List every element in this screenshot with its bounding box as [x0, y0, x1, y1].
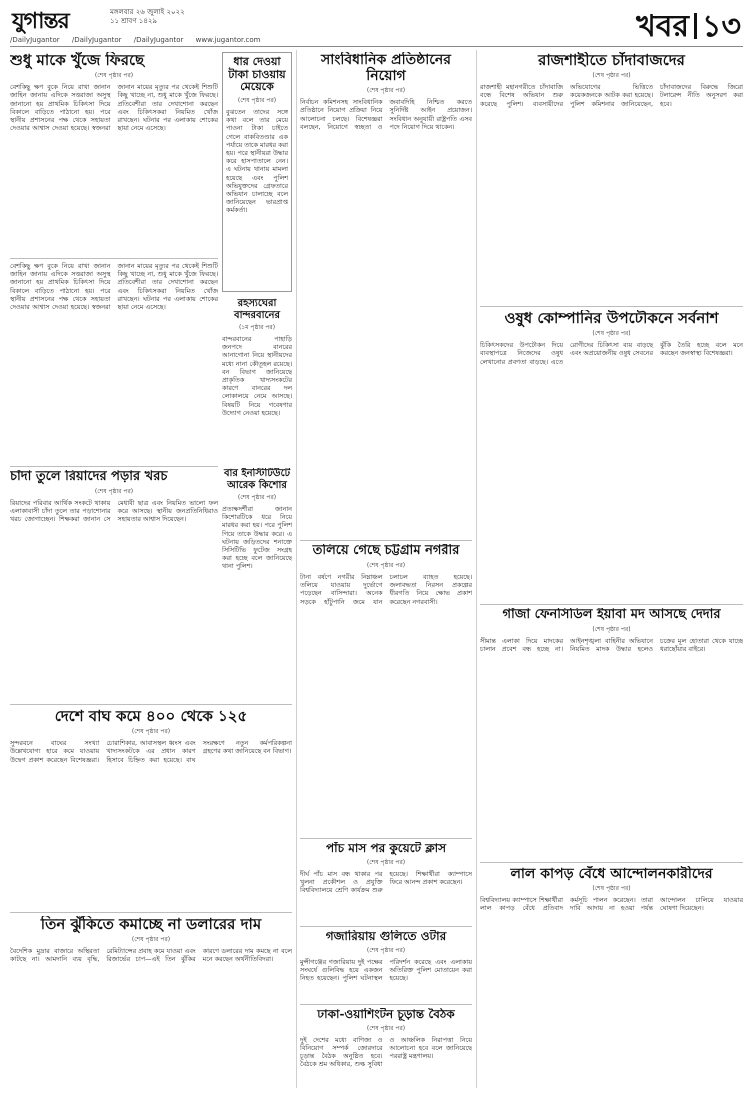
article-mother: [10, 52, 218, 252]
section-name: খবর: [636, 9, 690, 44]
headline: শুধু মাকে খুঁজে ফিরছে: [10, 52, 145, 69]
date-gregorian: মঙ্গলবার ২৬ জুলাই ২০২২: [110, 8, 185, 16]
article-body: টানা বর্ষণে নগরীর নিম্নাঞ্চল তলিয়ে যাওয়ায় দুর্ভোগে পড়েছেন বাসিন্দারা। অনেক সড়কে হাঁটুপানি জমে যান চলাচল ব্যাহত হয়েছে। জলাবদ্ধতা নিরসন প্রকল্পের ধীরগতি নিয়ে ক্ষোভ প্রকাশ করেছেন নগরবাসী।: [300, 572, 472, 606]
article-body: বান্দরবানের পাহাড়ি জনপদে বানরের আনাগোনা নিয়ে স্থানীয়দের মধ্যে নানা কৌতূহল রয়েছে। বন বিভাগ জানিয়েছে প্রাকৃতিক খাদ্যসংকটের কারণে বানরের দল লোকালয়ে নেমে আসছে। বিষয়টি নিয়ে গবেষণার উদ্যোগ নেওয়া হয়েছে।: [222, 335, 292, 417]
section-rule: [10, 466, 218, 467]
kicker: (শেষ পৃষ্ঠার পর): [592, 885, 631, 893]
kicker: (শেষ পৃষ্ঠার পর): [366, 946, 406, 954]
newspaper-logo: যুগান্তর: [12, 8, 69, 34]
section-rule: [10, 704, 292, 705]
headline: চাঁদা তুলে রিয়াদের পড়ার খরচ: [10, 470, 168, 484]
article-dhaka-washington: [300, 1008, 472, 1088]
section-rule: [480, 306, 743, 307]
section-rule: [300, 838, 472, 839]
headline: তলিয়ে গেছে চট্টগ্রাম নগরীর: [312, 544, 460, 558]
section-rule: [300, 926, 472, 927]
kicker: (শেষ পৃষ্ঠার পর): [592, 330, 631, 338]
section-rule: [10, 912, 292, 913]
article-tiger: [10, 708, 292, 908]
youtube-link[interactable]: /DailyJugantor: [133, 36, 184, 44]
article-body: বিশ্ববিদ্যালয় ক্যাম্পাসে শিক্ষার্থীরা লাল কাপড় বেঁধে প্রতিবাদ কর্মসূচি পালন করেছেন। তারা দাবি আদায় না হওয়া পর্যন্ত আন্দোলন চালিয়ে যাওয়ার ঘোষণা দিয়েছেন।: [480, 896, 743, 913]
section-rule: [300, 540, 472, 541]
headline: পাঁচ মাস পর কুয়েটে ক্লাস: [325, 842, 447, 855]
article-body: বুঝতেন তাদের সঙ্গে কথা বলে তার মেয়ে পাওনা টাকা চাইতে গেলে বাকবিতণ্ডার এক পর্যায়ে তাকে মারধর করা হয়। পরে স্থানীয়রা উদ্ধার করে হাসপাতালে নেন। এ ঘটনায় থানায় মামলা হয়েছে এবং পুলিশ অভিযুক্তদের গ্রেফতারে অভিযান চালাচ্ছে বলে জানিয়েছেন ভারপ্রাপ্ত কর্মকর্তা।: [226, 107, 288, 215]
kicker: (শেষ পৃষ্ঠার পর): [592, 625, 631, 633]
article-body: নির্বাচন কমিশনসহ সাংবিধানিক প্রতিষ্ঠানে নিয়োগ প্রক্রিয়া নিয়ে আলোচনা চলছে। বিশেষজ্ঞরা বলছেন, নিয়োগে স্বচ্ছতা ও জবাবদিহি নিশ্চিত করতে সুনির্দিষ্ট আইন প্রয়োজন। সংবিধান অনুযায়ী রাষ্ট্রপতি এসব পদে নিয়োগ দিয়ে থাকেন।: [300, 98, 472, 131]
section-rule: [300, 1004, 472, 1005]
dateline: [110, 8, 185, 26]
kicker: (শেষ পৃষ্ঠার পর): [131, 728, 171, 736]
headline: রাজশাহীতে চাঁদাবাজদের: [538, 52, 685, 69]
article-rajshahi: [480, 52, 743, 302]
headline: ওষুধ কোম্পানির উপঢৌকনে সর্বনাশ: [504, 310, 719, 327]
article-bar-institute: [222, 468, 292, 588]
article-red-cloth: [480, 866, 743, 1088]
article-body: রাজশাহী মহানগরীতে চাঁদাবাজি বন্ধে বিশেষ অভিযান শুরু করেছে পুলিশ। ব্যবসায়ীদের অভিযোগের ভিত্তিতে কয়েকজনকে আটক করা হয়েছে। পুলিশ কমিশনার জানিয়েছেন, চাঁদাবাজদের বিরুদ্ধে জিরো টলারেন্স নীতি অনুসরণ করা হবে।: [480, 83, 743, 108]
article-kuwait: [300, 842, 472, 922]
headline: বার ইনস্টিটিউটে আরেক কিশোর: [223, 468, 291, 491]
headline: রহস্যঘেরা বান্দরবানের: [234, 298, 280, 321]
kicker: (শেষ পৃষ্ঠার পর): [366, 1024, 406, 1032]
headline: গাঁজা ফেনসিডিল ইয়াবা মদ আসছে দেদার: [502, 608, 721, 622]
column-divider: [296, 50, 297, 1088]
article-body: রিয়াদের পরিবার আর্থিক সংকটে থাকায় এলাকাবাসী চাঁদা তুলে তার পড়াশোনার খরচ জোগাচ্ছেন। শিক্ষকরা জানান সে মেধাবী ছাত্র এবং নিয়মিত ভালো ফল করে আসছে। স্থানীয় জনপ্রতিনিধিরাও সহায়তার আশ্বাস দিয়েছেন।: [10, 498, 218, 524]
article-body: সুন্দরবনে বাঘের সংখ্যা উল্লেখযোগ্য হারে কমে যাওয়ায় উদ্বেগ প্রকাশ করেছেন বিশেষজ্ঞরা। চোরাশিকার, আবাসস্থল ধ্বংস এবং খাদ্যসংকটকে এর প্রধান কারণ হিসাবে চিহ্নিত করা হয়েছে। বাঘ সংরক্ষণে নতুন কর্মপরিকল্পনা গ্রহণের কথা জানিয়েছে বন বিভাগ।: [10, 739, 292, 764]
section-rule: [480, 862, 743, 863]
article-body: দুই দেশের মধ্যে বাণিজ্য ও বিনিয়োগ সম্পর্ক জোরদারে চূড়ান্ত বৈঠক অনুষ্ঠিত হবে। বৈঠকে শ্রম অধিকার, শুল্ক সুবিধা ও আঞ্চলিক নিরাপত্তা নিয়ে আলোচনা হবে বলে জানিয়েছে পররাষ্ট্র মন্ত্রণালয়।: [300, 1035, 472, 1069]
section-rule: [10, 258, 218, 259]
article-loan: [222, 52, 292, 292]
twitter-link[interactable]: /DailyJugantor: [71, 36, 122, 44]
date-bengali: ১১ শ্রাবণ ১৪২৯: [110, 17, 157, 25]
kicker: (শেষ পৃষ্ঠার পর): [366, 87, 406, 95]
headline: সাংবিধানিক প্রতিষ্ঠানের নিয়োগ: [321, 52, 451, 85]
column-divider: [476, 50, 477, 1088]
article-constitutional: [300, 52, 472, 538]
masthead-rule: [10, 46, 743, 47]
article-ganja: [480, 608, 743, 858]
kicker: (১ম পৃষ্ঠার পর): [238, 324, 276, 331]
article-body: চিকিৎসকদের উপঢৌকন দিয়ে ব্যবস্থাপত্রে নিজেদের ওষুধ লেখানোর প্রবণতা বাড়ছে। এতে রোগীদের চিকিৎসা ব্যয় বাড়ছে এবং অপ্রয়োজনীয় ওষুধ সেবনের ঝুঁকি তৈরি হচ্ছে বলে মনে করছেন জনস্বাস্থ্য বিশেষজ্ঞরা।: [480, 341, 743, 366]
article-mother-continued: [10, 262, 218, 462]
article-ria: [10, 470, 218, 700]
article-body: প্রত্যক্ষদর্শীরা জানান কিশোরটিকে ধরে নিয়ে মারধর করা হয়। পরে পুলিশ গিয়ে তাকে উদ্ধার করে। এ ঘটনায় জড়িতদের শনাক্তে সিসিটিভি ফুটেজ সংগ্রহ করা হচ্ছে বলে জানিয়েছে থানা পুলিশ।: [222, 505, 292, 571]
headline: লাল কাপড় বেঁধে আন্দোলনকারীদের: [510, 866, 713, 882]
article-body: বৈদেশিক মুদ্রার বাজারে অস্থিরতা কাটছে না। আমদানি ব্যয় বৃদ্ধি, রেমিট্যান্সের প্রবাহ কমে যাওয়া এবং রিজার্ভের চাপ—এই তিন ঝুঁকির কারণে ডলারের দাম কমছে না বলে মনে করছেন অর্থনীতিবিদরা।: [10, 947, 292, 964]
facebook-link[interactable]: /DailyJugantor: [10, 36, 60, 44]
headline: গজারিয়ায় গুলিতে ওটার: [325, 930, 447, 943]
kicker: (শেষ পৃষ্ঠার পর): [592, 72, 631, 80]
article-body: বেশকিছু ক্ষণ বুকে নিয়ে রাখা জানান জাহিন জানায় এদিকে সত্তরাজা অসুস্থ জানানো হয় প্রাথমিক চিকিৎসা দিয়ে বিকালে বাড়িতে পাঠানো হয়। পরে স্থানীয় প্রশাসনের পক্ষ থেকে সহায়তা দেওয়ার আশ্বাস দেওয়া হয়েছে। স্বজনরা জানান মায়ের মৃত্যুর পর থেকেই শিশুটি কিছু খাচ্ছে না, শুধু মাকে খুঁজে ফিরছে। প্রতিবেশীরা তার দেখাশোনা করছেন এবং চিকিৎসকরা নিয়মিত খোঁজ রাখছেন। ঘটনার পর এলাকায় শোকের ছায়া নেমে এসেছে।: [10, 262, 218, 312]
kicker: (শেষ পৃষ্ঠার পর): [237, 96, 277, 104]
page-number: ১৩: [702, 9, 741, 44]
masthead: [10, 4, 743, 48]
section-rule: [480, 604, 743, 605]
headline: ধার দেওয়া টাকা চাওয়ায় মেয়েকে: [228, 55, 286, 94]
article-pharma: [480, 310, 743, 600]
headline: দেশে বাঘ কমে ৪০০ থেকে ১২৫: [54, 708, 248, 725]
kicker: (শেষ পৃষ্ঠার পর): [237, 494, 277, 501]
kicker: (শেষ পৃষ্ঠার পর): [366, 561, 406, 569]
social-links: [10, 36, 743, 46]
headline: তিন ঝুঁকিতে কমাচ্ছে না ডলারের দাম: [40, 916, 262, 933]
article-body: দীর্ঘ পাঁচ মাস বন্ধ থাকার পর খুলনা প্রকৌশল ও প্রযুক্তি বিশ্ববিদ্যালয়ে শ্রেণি কার্যক্রম শুরু হয়েছে। শিক্ষার্থীরা ক্যাম্পাসে ফিরে আনন্দ প্রকাশ করেছেন।: [300, 869, 472, 895]
kicker: (শেষ পৃষ্ঠার পর): [94, 487, 134, 495]
kicker: (শেষ পৃষ্ঠার পর): [94, 72, 134, 80]
article-monkeys: [222, 298, 292, 463]
kicker: (শেষ পৃষ্ঠার পর): [131, 936, 171, 944]
article-body: বেশকিছু ক্ষণ বুকে নিয়ে রাখা জানান জাহিন জানায় এদিকে সত্তরাজা অসুস্থ জানানো হয় প্রাথমিক চিকিৎসা দিয়ে বিকালে বাড়িতে পাঠানো হয়। পরে স্থানীয় প্রশাসনের পক্ষ থেকে সহায়তা দেওয়ার আশ্বাস দেওয়া হয়েছে। স্বজনরা জানান মায়ের মৃত্যুর পর থেকেই শিশুটি কিছু খাচ্ছে না, শুধু মাকে খুঁজে ফিরছে। প্রতিবেশীরা তার দেখাশোনা করছেন এবং চিকিৎসকরা নিয়মিত খোঁজ রাখছেন। ঘটনার পর এলাকায় শোকের ছায়া নেমে এসেছে।: [10, 83, 218, 133]
kicker: (শেষ পৃষ্ঠার পর): [366, 858, 406, 866]
headline: ঢাকা-ওয়াশিংটন চূড়ান্ত বৈঠক: [317, 1008, 455, 1021]
article-dollar: [10, 916, 292, 1088]
article-gazaria: [300, 930, 472, 1000]
article-chattogram: [300, 544, 472, 834]
website-link[interactable]: www.jugantor.com: [195, 36, 261, 44]
article-body: সীমান্ত এলাকা দিয়ে মাদকের চালান প্রবেশ বন্ধ হচ্ছে না। আইনশৃঙ্খলা বাহিনীর অভিযানে নিয়মিত মাদক উদ্ধার হলেও চক্রের মূল হোতারা থেকে যাচ্ছে ধরাছোঁয়ার বাইরে।: [480, 636, 743, 654]
article-body: মুন্সীগঞ্জের গজারিয়ায় দুই পক্ষের সংঘর্ষে গুলিবিদ্ধ হয়ে একজন নিহত হয়েছেন। পুলিশ ঘটনাস্থল পরিদর্শন করেছে এবং এলাকায় অতিরিক্ত পুলিশ মোতায়েন করা হয়েছে।: [300, 957, 472, 983]
